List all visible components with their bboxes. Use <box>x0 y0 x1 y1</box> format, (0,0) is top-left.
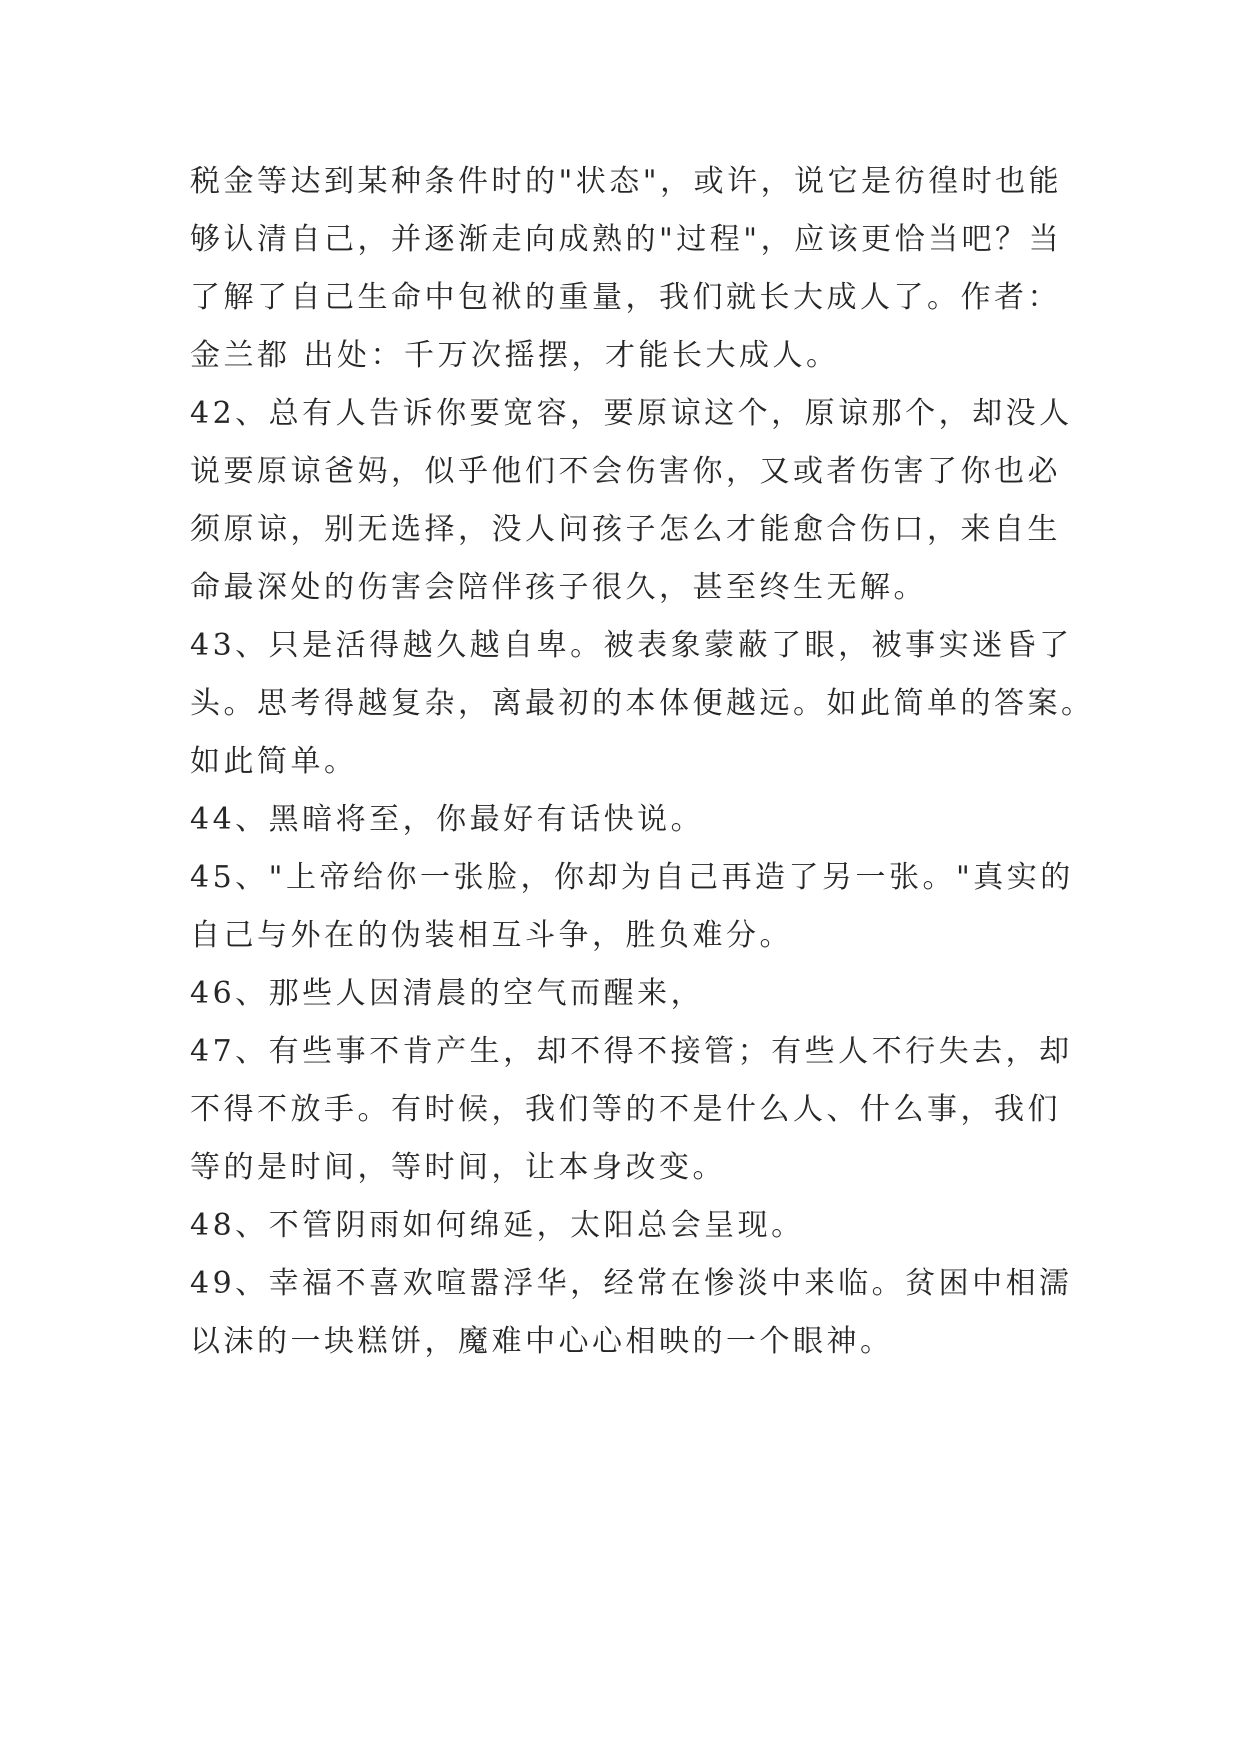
text-line: 说要原谅爸妈，似乎他们不会伤害你，又或者伤害了你也必 <box>190 454 1061 489</box>
text-line: 不得不放手。有时候，我们等的不是什么人、什么事，我们 <box>190 1092 1061 1127</box>
text-line: 如此简单。 <box>190 744 358 779</box>
text-line: 43、只是活得越久越自卑。被表象蒙蔽了眼，被事实迷昏了 <box>190 628 1073 663</box>
text-line: 自己与外在的伪装相互斗争，胜负难分。 <box>190 918 793 953</box>
text-line: 命最深处的伤害会陪伴孩子很久，甚至终生无解。 <box>190 570 927 605</box>
paragraph-42 <box>190 385 1073 617</box>
document-body <box>190 153 1095 1371</box>
text-line: 了解了自己生命中包袱的重量，我们就长大成人了。作者： <box>190 280 1061 315</box>
text-line: 以沫的一块糕饼，魔难中心心相映的一个眼神。 <box>190 1324 894 1359</box>
paragraph-45 <box>190 849 1074 965</box>
paragraph-48 <box>190 1197 1070 1255</box>
text-line: 头。思考得越复杂，离最初的本体便越远。如此简单的答案。 <box>190 686 1095 721</box>
paragraph-43 <box>190 617 1095 791</box>
paragraph-44 <box>190 791 1070 849</box>
text-line: 等的是时间，等时间，让本身改变。 <box>190 1150 726 1185</box>
text-line: 42、总有人告诉你要宽容，要原谅这个，原谅那个，却没人 <box>190 396 1073 431</box>
paragraph-47 <box>190 1023 1073 1197</box>
text-line: 44、黑暗将至，你最好有话快说。 <box>190 802 705 837</box>
text-line: 金兰都 出处：千万次摇摆，才能长大成人。 <box>190 338 840 373</box>
text-line: 税金等达到某种条件时的"状态"，或许，说它是彷徨时也能 <box>190 164 1063 199</box>
text-line: 47、有些事不肯产生，却不得不接管；有些人不行失去，却 <box>190 1034 1073 1069</box>
text-line: 49、幸福不喜欢喧嚣浮华，经常在惨淡中来临。贫困中相濡 <box>190 1266 1073 1301</box>
text-line: 46、那些人因清晨的空气而醒来， <box>190 976 705 1011</box>
text-line: 须原谅，别无选择，没人问孩子怎么才能愈合伤口，来自生 <box>190 512 1061 547</box>
paragraph-49 <box>190 1255 1073 1371</box>
text-line: 48、不管阴雨如何绵延，太阳总会呈现。 <box>190 1208 805 1243</box>
paragraph-46 <box>190 965 1070 1023</box>
text-line: 够认清自己，并逐渐走向成熟的"过程"，应该更恰当吧？当 <box>190 222 1063 257</box>
paragraph-continued <box>190 153 1070 385</box>
text-line: 45、"上帝给你一张脸，你却为自己再造了另一张。"真实的 <box>190 860 1074 895</box>
